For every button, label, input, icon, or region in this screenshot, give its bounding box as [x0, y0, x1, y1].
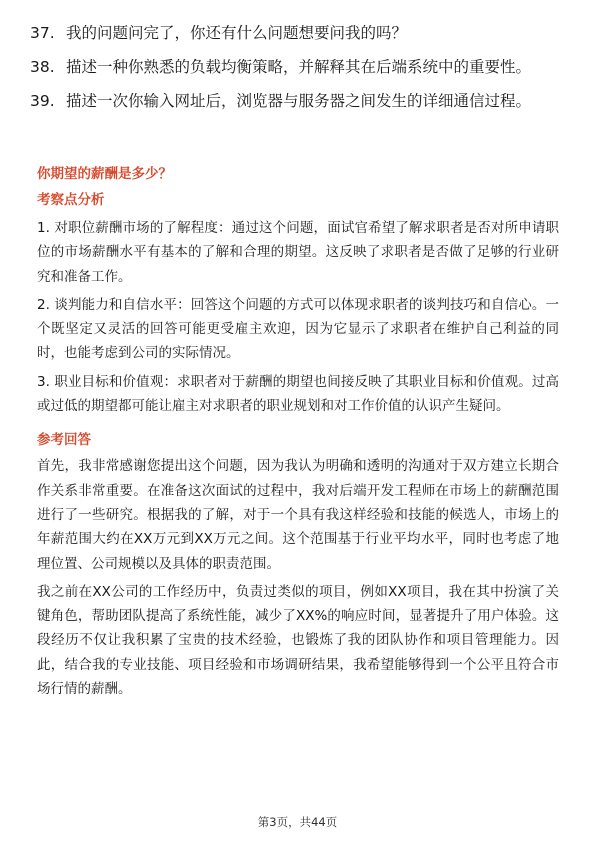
question-item [30, 22, 570, 45]
page-footer: 第3页，共44页 [257, 815, 338, 829]
question-number: 38. [30, 58, 55, 76]
analysis-point: 3. 职业目标和价值观：求职者对于薪酬的期望也间接反映了其职业目标和价值观。过高或过低的期望都可能让雇主对求职者的职业规划和对工作价值的认识产生疑问。 [37, 373, 559, 415]
question-text: 描述一次你输入网址后，浏览器与服务器之间发生的详细通信过程。 [66, 92, 532, 110]
answer-heading: 参考回答 [37, 432, 91, 449]
answer-section [37, 164, 559, 705]
question-text: 描述一种你熟悉的负载均衡策略，并解释其在后端系统中的重要性。 [66, 58, 532, 76]
section-question-title: 你期望的薪酬是多少？ [37, 166, 172, 182]
question-text: 我的问题问完了，你还有什么问题想要问我的吗？ [66, 24, 408, 42]
answer-paragraph: 我之前在XX公司的工作经历中，负责过类似的项目，例如XX项目，我在其中扮演了关键角色，帮助团队提高了系统性能，减少了XX%的响应时间，显著提升了用户体验。这段经历不仅让我积累了宝贵的技术经验，也锻炼了我的团队协作和项目管理能力。因此，结合我的专业技能、项目经验和市场调研结果，我希望能够得到一个公平且符合市场行情的薪酬。 [37, 583, 559, 698]
question-number: 39. [30, 92, 55, 110]
question-item [30, 56, 570, 79]
question-number: 37. [30, 24, 55, 42]
analysis-point: 2. 谈判能力和自信水平：回答这个问题的方式可以体现求职者的谈判技巧和自信心。一个既坚定又灵活的回答可能更受雇主欢迎，因为它显示了求职者在维护自己利益的同时，也能考虑到公司的实际情况。 [37, 296, 559, 362]
question-list [30, 22, 570, 124]
analysis-point: 1. 对职位薪酬市场的了解程度：通过这个问题，面试官希望了解求职者是否对所申请职位的市场薪酬水平有基本的了解和合理的期望。这反映了求职者是否做了足够的行业研究和准备工作。 [37, 220, 559, 285]
points-heading: 考察点分析 [37, 192, 105, 208]
question-item [30, 90, 570, 113]
answer-paragraph: 首先，我非常感谢您提出这个问题，因为我认为明确和透明的沟通对于双方建立长期合作关系非常重要。在准备这次面试的过程中，我对后端开发工程师在市场上的薪酬范围进行了一些研究。根据我的了解，对于一个具有我这样经验和技能的候选人，市场上的年薪范围大约在XX万元到XX万元之间。这个范围基于行业平均水平，同时也考虑了地理位置、公司规模以及具体的职责范围。 [37, 458, 559, 572]
